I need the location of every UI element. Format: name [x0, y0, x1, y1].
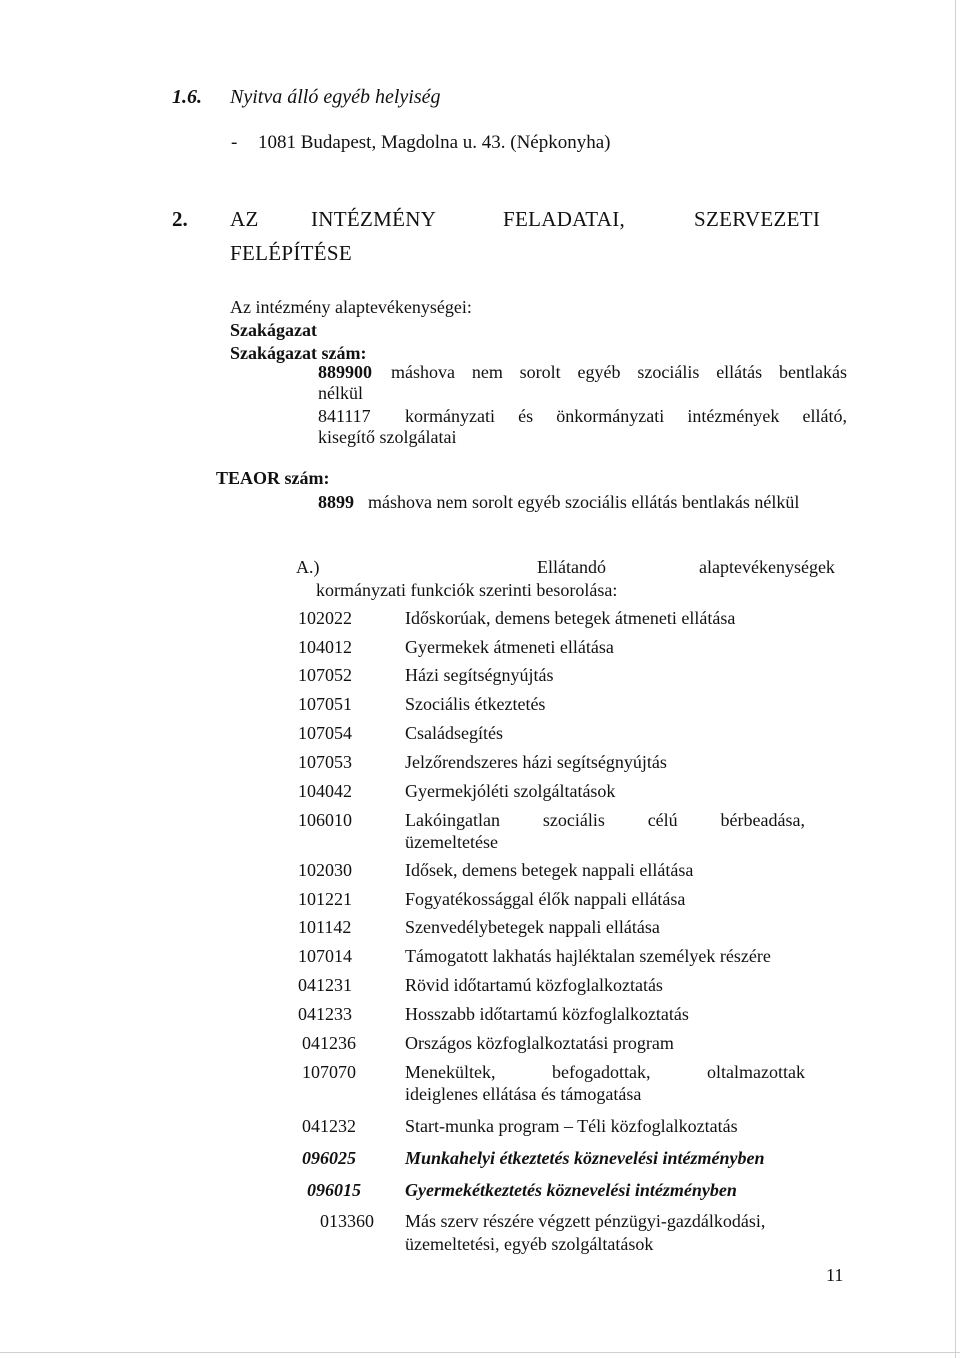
- address-text: 1081 Budapest, Magdolna u. 43. (Népkonyha): [258, 132, 611, 153]
- function-code: 041233: [298, 1004, 352, 1024]
- teaor-label: TEAOR szám:: [216, 468, 330, 488]
- scan-edge-line: [955, 0, 956, 1358]
- activity-code: 889900: [318, 362, 372, 382]
- function-code: 101142: [298, 917, 352, 937]
- function-code: 107070: [302, 1062, 356, 1082]
- heading-line-2: FELÉPÍTÉSE: [230, 241, 352, 265]
- function-code: 041232: [302, 1116, 356, 1136]
- activity-text: kormányzati és önkormányzati intézmények ellátó,: [405, 406, 847, 426]
- szakagazat-label: Szakágazat: [230, 320, 317, 340]
- function-text: Idősek, demens betegek nappali ellátása: [405, 860, 694, 880]
- function-code: 096015: [307, 1180, 361, 1200]
- bullet-dash: -: [231, 132, 238, 153]
- function-text: Gyermekétkeztetés köznevelési intézményben: [405, 1180, 737, 1200]
- function-text: Menekültek, befogadottak, oltalmazottak: [405, 1062, 805, 1082]
- function-code: 104042: [298, 781, 352, 801]
- function-code: 106010: [298, 810, 352, 830]
- function-code: 107014: [298, 946, 352, 966]
- activities-intro: Az intézmény alaptevékenységei:: [230, 297, 472, 317]
- function-text: Szociális étkeztetés: [405, 694, 546, 714]
- function-code: 102030: [298, 860, 352, 880]
- page-number: 11: [826, 1265, 844, 1285]
- function-text-cont: üzemeltetési, egyéb szolgáltatások: [405, 1234, 654, 1254]
- function-code: 096025: [302, 1148, 356, 1168]
- function-text-cont: üzemeltetése: [405, 832, 498, 852]
- function-code: 101221: [298, 889, 352, 909]
- function-code: 107054: [298, 723, 352, 743]
- teaor-code: 8899: [318, 492, 354, 512]
- function-text: Időskorúak, demens betegek átmeneti ellátása: [405, 608, 736, 628]
- activity-text-cont: kisegítő szolgálatai: [318, 427, 457, 447]
- function-text: Országos közfoglalkoztatási program: [405, 1033, 674, 1053]
- section-number-1-6: 1.6.: [172, 86, 202, 108]
- function-text: Lakóingatlan szociális célú bérbeadása,: [405, 810, 805, 830]
- function-code: 041236: [302, 1033, 356, 1053]
- teaor-text: máshova nem sorolt egyéb szociális ellátás bentlakás nélkül: [368, 492, 800, 512]
- activity-code: 841117: [318, 406, 371, 426]
- function-text: Gyermekek átmeneti ellátása: [405, 637, 614, 657]
- function-text: Rövid időtartamú közfoglalkoztatás: [405, 975, 663, 995]
- function-text: Jelzőrendszeres házi segítségnyújtás: [405, 752, 667, 772]
- function-code: 107053: [298, 752, 352, 772]
- function-text: Szenvedélybetegek nappali ellátása: [405, 917, 660, 937]
- functions-heading-line2: kormányzati funkciók szerinti besorolása:: [316, 580, 618, 600]
- function-text: Start-munka program – Téli közfoglalkoztatás: [405, 1116, 738, 1136]
- function-text: Munkahelyi étkeztetés köznevelési intézményben: [405, 1148, 765, 1168]
- activity-text-cont: nélkül: [318, 383, 363, 403]
- heading-word-feladatai: FELADATAI,: [503, 207, 626, 231]
- heading-word-szervezeti: SZERVEZETI: [694, 207, 821, 231]
- functions-heading-mid: Ellátandó: [537, 557, 606, 577]
- function-text: Támogatott lakhatás hajléktalan személyek részére: [405, 946, 771, 966]
- function-text: Hosszabb időtartamú közfoglalkoztatás: [405, 1004, 689, 1024]
- function-code: 041231: [298, 975, 352, 995]
- function-code: 107051: [298, 694, 352, 714]
- function-code: 104012: [298, 637, 352, 657]
- function-code: 107052: [298, 665, 352, 685]
- function-text: Gyermekjóléti szolgáltatások: [405, 781, 616, 801]
- section-title-1-6: Nyitva álló egyéb helyiség: [230, 86, 441, 108]
- function-text: Házi segítségnyújtás: [405, 665, 554, 685]
- section-number-2: 2.: [172, 207, 188, 231]
- function-text: Családsegítés: [405, 723, 503, 743]
- activity-text: máshova nem sorolt egyéb szociális ellátás bentlakás: [391, 362, 847, 382]
- functions-letter: A.): [296, 557, 320, 577]
- function-code: 102022: [298, 608, 352, 628]
- functions-heading-right: alaptevékenységek: [699, 557, 835, 577]
- function-text-cont: ideiglenes ellátása és támogatása: [405, 1084, 642, 1104]
- heading-word-intezmeny: INTÉZMÉNY: [311, 207, 437, 231]
- szakagazat-szam-label: Szakágazat szám:: [230, 343, 367, 363]
- function-text: Fogyatékossággal élők nappali ellátása: [405, 889, 686, 909]
- function-text: Más szerv részére végzett pénzügyi-gazdálkodási,: [405, 1211, 766, 1231]
- scan-bottom-line: [0, 1352, 960, 1353]
- heading-word-az: AZ: [230, 207, 259, 231]
- function-code: 013360: [320, 1211, 374, 1231]
